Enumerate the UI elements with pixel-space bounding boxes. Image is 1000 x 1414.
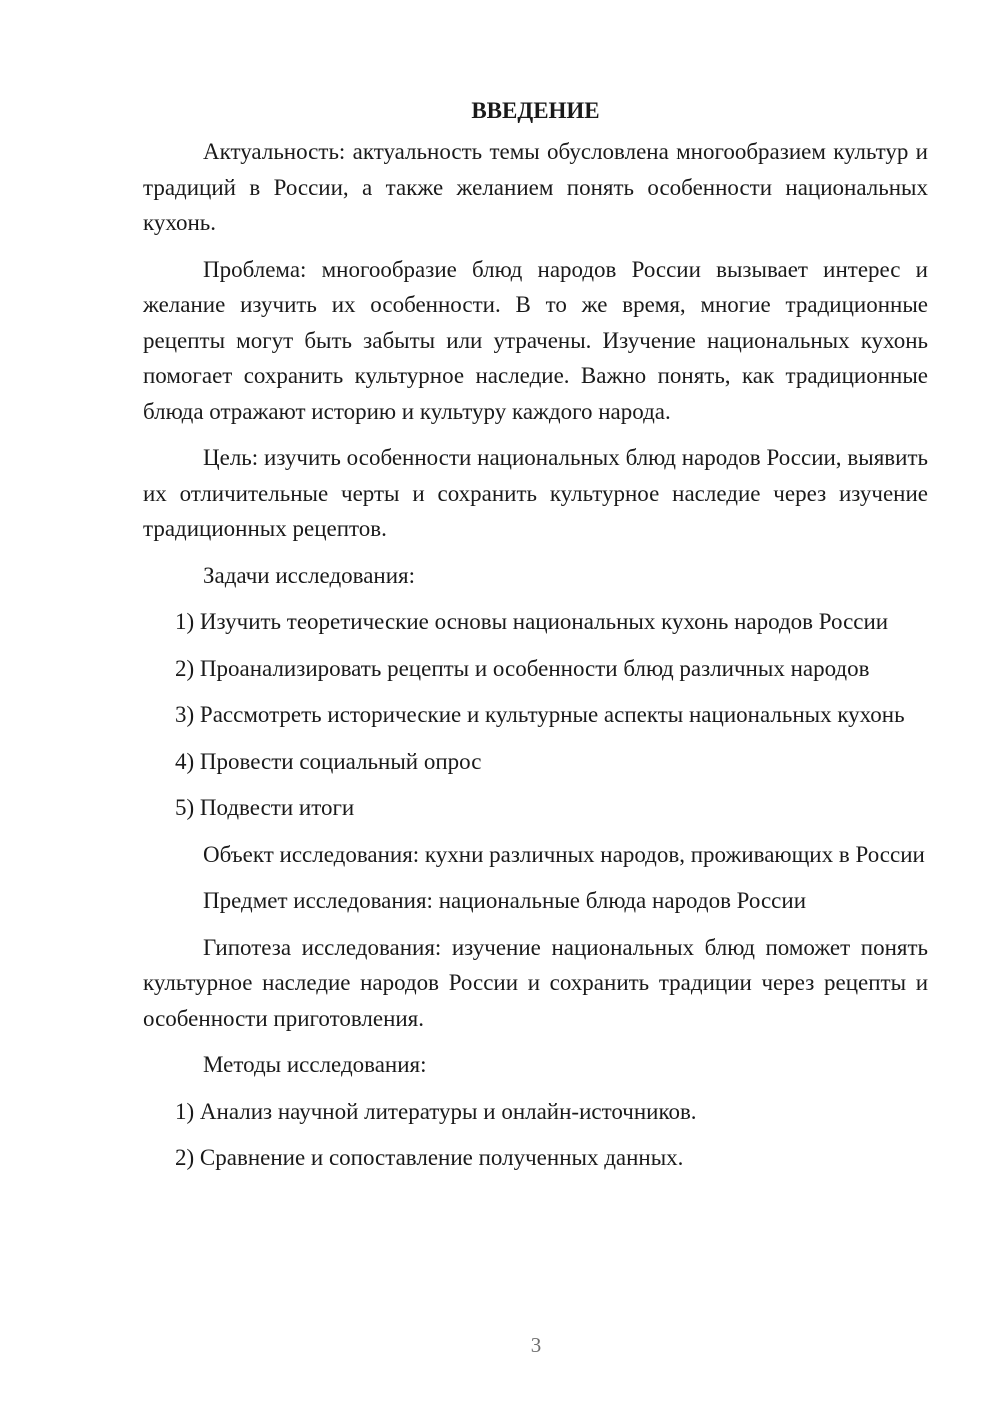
method-item: 2) Сравнение и сопоставление полученных данных.	[175, 1145, 684, 1170]
task-item: 1) Изучить теоретические основы национальных кухонь народов России	[175, 609, 889, 634]
paragraph-problem: Проблема: многообразие блюд народов России вызывает интерес и желание изучить их особенности. В то же время, многие традиционные рецепты могут быть забыты или утрачены. Изучение национальных кухонь помогает сохранить культурное наследие. Важно понять, как традиционные блюда отражают историю и культуру каждого народа.	[143, 256, 928, 424]
task-item: 4) Провести социальный опрос	[175, 748, 482, 774]
tasks-heading: Задачи исследования:	[203, 562, 416, 588]
page-number: 3	[530, 1333, 542, 1357]
paragraph-relevance: Актуальность: актуальность темы обусловлена многообразием культур и традиций в России, а также желанием понять особенности национальных кухонь.	[143, 139, 928, 235]
paragraph-hypothesis: Гипотеза исследования: изучение национальных блюд поможет понять культурное наследие народов России и сохранить традиции через рецепты и особенности приготовления.	[143, 934, 928, 1031]
task-item: 3) Рассмотреть исторические и культурные аспекты национальных кухонь	[175, 702, 905, 727]
section-title: ВВЕДЕНИЕ	[471, 98, 600, 123]
paragraph-subject: Предмет исследования: национальные блюда народов России	[203, 888, 807, 913]
task-item: 5) Подвести итоги	[175, 795, 355, 820]
methods-heading: Методы исследования:	[203, 1052, 427, 1077]
task-item: 2) Проанализировать рецепты и особенности блюд различных народов	[175, 655, 870, 681]
method-item: 1) Анализ научной литературы и онлайн-источников.	[175, 1098, 697, 1124]
page-body	[143, 93, 928, 1187]
paragraph-goal: Цель: изучить особенности национальных блюд народов России, выявить их отличительные черты и сохранить культурное наследие через изучение традиционных рецептов.	[143, 445, 928, 541]
paragraph-object: Объект исследования: кухни различных народов, проживающих в России	[203, 841, 925, 867]
